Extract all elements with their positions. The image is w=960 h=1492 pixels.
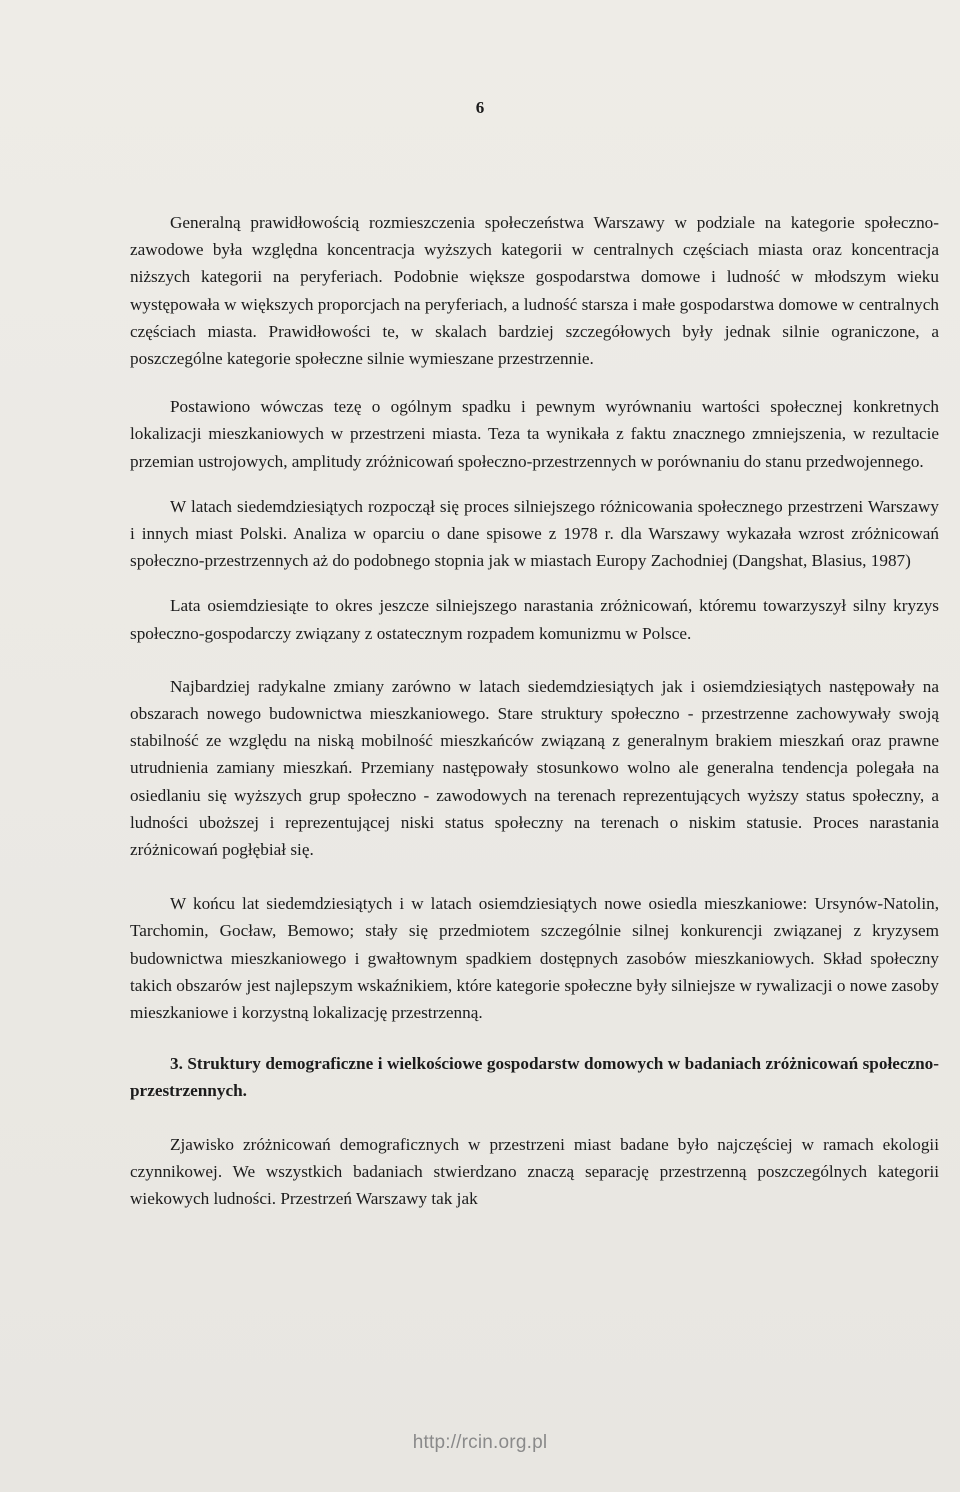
- section-heading: 3. Struktury demograficzne i wielkościowe gospodarstw domowych w badaniach zróżnicowań społeczno-przestrzennych.: [130, 1054, 939, 1101]
- paragraph-7: Zjawisko zróżnicowań demograficznych w przestrzeni miast badane było najczęściej w ramach ekologii czynnikowej. We wszystkich badaniach stwierdzano znaczą separację przestrzenną poszczególnych kategorii wiekowych ludności. Przestrzeń Warszawy tak jak: [130, 1134, 939, 1209]
- paragraph-4: Lata osiemdziesiąte to okres jeszcze silniejszego narastania zróżnicowań, któremu towarzyszył silny kryzys społeczno-gospodarczy związany z ostatecznym rozpadem komunizmu w Polsce.: [130, 596, 939, 643]
- paragraph-2: Postawiono wówczas tezę o ogólnym spadku i pewnym wyrównaniu wartości społecznej konkretnych lokalizacji mieszkaniowych w przestrzeni miasta. Teza ta wynikała z faktu znacznego zmniejszenia, w rezultacie przemian ustrojowych, amplitudy zróżnicowań społeczno-przestrzennych w porównaniu do stanu przedwojennego.: [130, 397, 939, 471]
- paragraph-1: Generalną prawidłowością rozmieszczenia społeczeństwa Warszawy w podziale na kategorie społeczno-zawodowe była względna koncentracja wyższych kategorii w centralnych częściach miasta oraz koncentracja niższych kategorii na peryferiach. Podobnie większe gospodarstwa domowe i ludność w młodszym wieku występowała w większych proporcjach na peryferiach, a ludność starsza i małe gospodarstwa domowe w centralnych częściach miasta. Prawidłowości te, w skalach bardziej szczegółowych były jednak silnie ograniczone, a poszczególne kategorie społeczne silnie wymieszane przestrzennie.: [130, 213, 939, 369]
- paragraph-5: Najbardziej radykalne zmiany zarówno w latach siedemdziesiątych jak i osiemdziesiątych następowały na obszarach nowego budownictwa mieszkaniowego. Stare struktury społeczno - przestrzenne zachowywały swoją stabilność ze względu na niską mobilność mieszkańców związaną z generalnym brakiem mieszkań oraz prawne utrudnienia zamiany mieszkań. Przemiany następowały stosunkowo wolno ale generalna tendencja polegała na osiedlaniu się wyższych grup społeczno - zawodowych na terenach reprezentujących wyższy status społeczny, a ludności uboższej i reprezentującej niski status społeczny na terenach o niskim statusie. Proces narastania zróżnicowań pogłębiał się.: [130, 676, 939, 860]
- paragraph-6: W końcu lat siedemdziesiątych i w latach osiemdziesiątych nowe osiedla mieszkaniowe: Ursynów-Natolin, Tarchomin, Gocław, Bemowo; stały się przedmiotem szczególnie silnej konkurencji związanej z kryzysem budownictwa mieszkaniowego i gwałtownym spadkiem dostępnych zasobów mieszkaniowych. Skład społeczny takich obszarów jest najlepszym wskaźnikiem, które kategorie społeczne były silniejsze w rywalizacji o nowe zasoby mieszkaniowe i korzystną lokalizację przestrzenną.: [130, 894, 939, 1023]
- page-number: 6: [475, 98, 485, 117]
- watermark-url: http://rcin.org.pl: [412, 1432, 548, 1453]
- document-body: [130, 209, 939, 1212]
- paragraph-3: W latach siedemdziesiątych rozpoczął się proces silniejszego różnicowania społecznego przestrzeni Warszawy i innych miast Polski. Analiza w oparciu o dane spisowe z 1978 r. dla Warszawy wykazała wzrost zróżnicowań społeczno-przestrzennych aż do podobnego stopnia jak w miastach Europy Zachodniej (Dangshat, Blasius, 1987): [130, 496, 939, 571]
